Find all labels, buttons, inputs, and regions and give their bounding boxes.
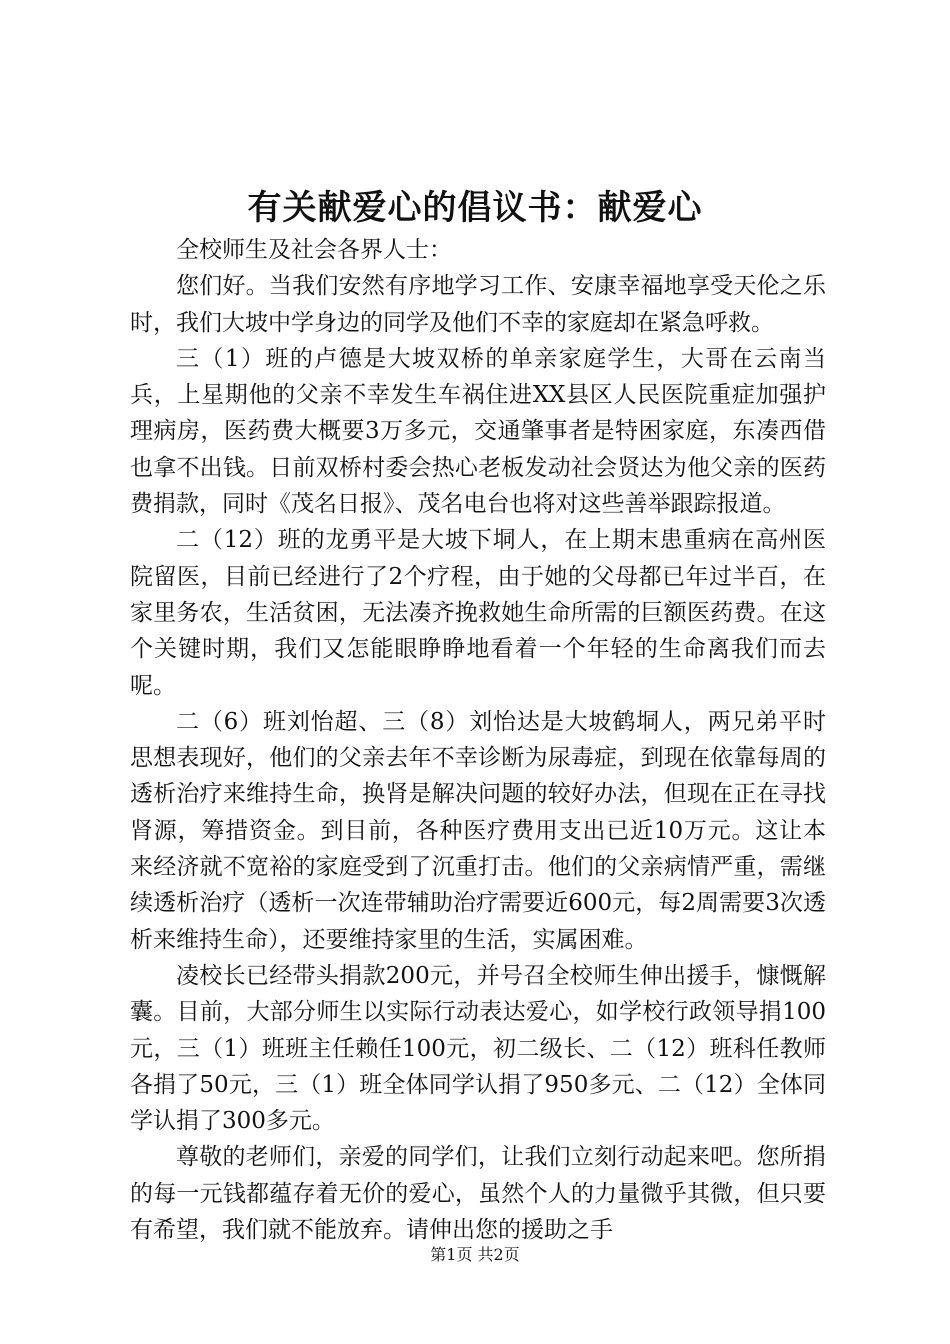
paragraph-donations: 凌校长已经带头捐款200元，并号召全校师生伸出援手，慷慨解囊。目前，大部分师生以实际行动表达爱心，如学校行政领导捐100元，三（1）班班主任赖任100元，初二级长、二（12）班科任教师各捐了50元，三（1）班全体同学认捐了950多元、二（12）全体同学认捐了300多元。 bbox=[130, 962, 826, 1135]
paragraph-appeal: 尊敬的老师们，亲爱的同学们，让我们立刻行动起来吧。您所捐的每一元钱都蕴存着无价的爱心，虽然个人的力量微乎其微，但只要有希望，我们就不能放弃。请伸出您的援助之手 bbox=[130, 1144, 826, 1244]
paragraph-case-2: 二（12）班的龙勇平是大坡下垌人，在上期末患重病在高州医院留医，目前已经进行了2个疗程，由于她的父母都已年过半百，在家里务农，生活贫困，无法凑齐挽救她生命所需的巨额医药费。在这个关键时期，我们又怎能眼睁睁地看着一个年轻的生命离我们而去呢。 bbox=[130, 527, 826, 699]
salutation: 全校师生及社会各界人士： bbox=[176, 237, 452, 263]
document-body bbox=[130, 232, 826, 1248]
paragraph-case-3: 二（6）班刘怡超、三（8）刘怡达是大坡鹤垌人，两兄弟平时思想表现好，他们的父亲去年不幸诊断为尿毒症，到现在依靠每周的透析治疗来维持生命，换肾是解决问题的较好办法，但现在正在寻找肾源，筹措资金。到目前，各种医疗费用支出已近10万元。这让本来经济就不宽裕的家庭受到了沉重打击。他们的父亲病情严重，需继续透析治疗（透析一次连带辅助治疗需要近600元，每2周需要3次透析来维持生命），还要维持家里的生活，实属困难。 bbox=[130, 708, 826, 953]
paragraph-case-1: 三（1）班的卢德是大坡双桥的单亲家庭学生，大哥在云南当兵，上星期他的父亲不幸发生车祸住进XX县区人民医院重症加强护理病房，医药费大概要3万多元，交通肇事者是特困家庭，东凑西借也拿不出钱。日前双桥村委会热心老板发动社会贤达为他父亲的医药费捐款，同时《茂名日报》、茂名电台也将对这些善举跟踪报道。 bbox=[130, 345, 826, 518]
page-number: 第1页 共2页 bbox=[430, 1245, 520, 1264]
paragraph-greeting: 您们好。当我们安然有序地学习工作、安康幸福地享受天伦之乐时，我们大坡中学身边的同学及他们不幸的家庭却在紧急呼救。 bbox=[130, 273, 826, 336]
document-title: 有关献爱心的倡议书：献爱心 bbox=[247, 188, 703, 228]
